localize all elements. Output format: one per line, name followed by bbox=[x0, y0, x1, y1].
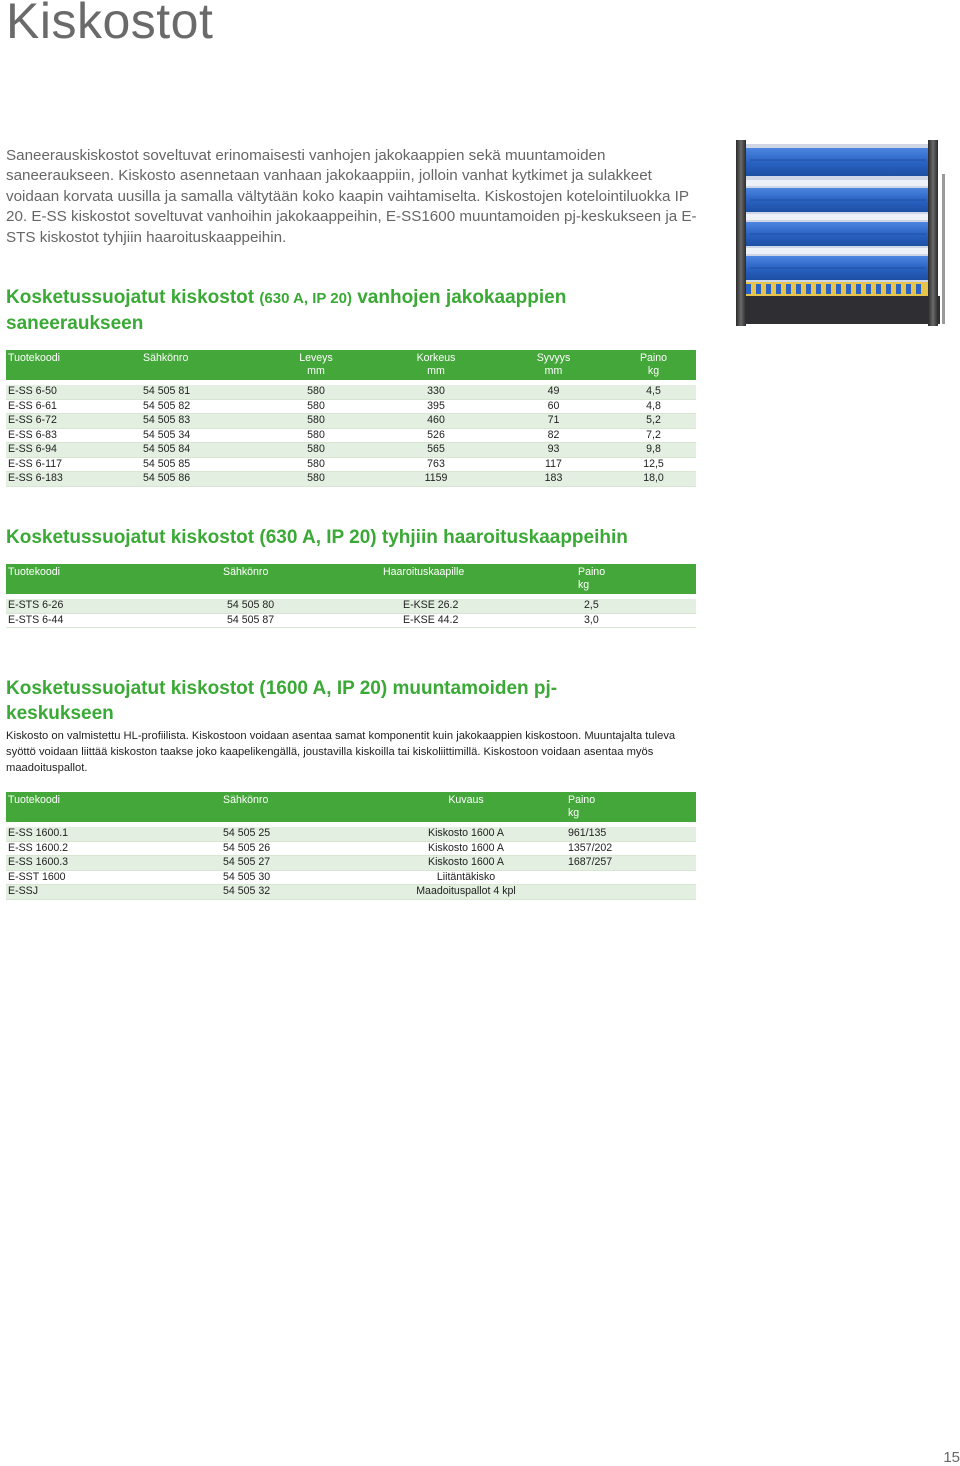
table-cell: E-SS 6-50 bbox=[6, 385, 141, 399]
table-cell: 18,0 bbox=[611, 472, 696, 487]
col-header-leveys: Leveys mm bbox=[256, 350, 376, 380]
section1-title: Kosketussuojatut kiskostot (630 A, IP 20) vanhojen jakokaappien saneeraukseen bbox=[6, 287, 567, 334]
table-cell: 4,8 bbox=[611, 399, 696, 414]
table-cell: E-KSE 26.2 bbox=[381, 599, 576, 613]
table-cell: Kiskosto 1600 A bbox=[366, 841, 566, 856]
table-cell: 54 505 84 bbox=[141, 443, 256, 458]
col-header-sahkonro: Sähkönro bbox=[221, 792, 366, 822]
table-row bbox=[6, 399, 696, 414]
table-cell: 580 bbox=[256, 472, 376, 487]
col-header-kuvaus: Kuvaus bbox=[366, 792, 566, 822]
table-cell: 580 bbox=[256, 399, 376, 414]
section3-description: Kiskosto on valmistettu HL-profiilista. Kiskostoon voidaan asentaa samat komponentit kuin jakokaappien kiskostoon. Muuntajalta tuleva syöttö voidaan liittää kiskoston taakse joko kaapelikengällä, joustavilla kiskoilla tai kiskoliittimillä. Kiskostoon voidaan asentaa myös maadoituspallot. bbox=[6, 730, 676, 774]
table-cell: 1159 bbox=[376, 472, 496, 487]
table-header-row bbox=[6, 792, 696, 822]
table-row bbox=[6, 613, 696, 628]
table-row bbox=[6, 827, 696, 841]
table-cell: 9,8 bbox=[611, 443, 696, 458]
table-cell: 54 505 30 bbox=[221, 870, 366, 885]
section2-title: Kosketussuojatut kiskostot (630 A, IP 20) tyhjiin haaroituskaappeihin bbox=[6, 527, 628, 548]
col-header-paino: Paino kg bbox=[611, 350, 696, 380]
table-cell: 565 bbox=[376, 443, 496, 458]
table-cell: Kiskosto 1600 A bbox=[366, 827, 566, 841]
page-title: Kiskostot bbox=[6, 0, 214, 49]
table-cell: 961/135 bbox=[566, 827, 696, 841]
table-cell: 54 505 26 bbox=[221, 841, 366, 856]
table-cell: 1687/257 bbox=[566, 856, 696, 871]
table-row bbox=[6, 457, 696, 472]
table-cell: E-SS 1600.1 bbox=[6, 827, 221, 841]
table-cell: Liitäntäkisko bbox=[366, 870, 566, 885]
table-cell: 1357/202 bbox=[566, 841, 696, 856]
table-cell: 60 bbox=[496, 399, 611, 414]
table-cell: 54 505 34 bbox=[141, 428, 256, 443]
table-cell: E-SS 6-183 bbox=[6, 472, 141, 487]
col-header-paino: Paino kg bbox=[576, 564, 696, 594]
col-header-syvyys: Syvyys mm bbox=[496, 350, 611, 380]
table-cell: 763 bbox=[376, 457, 496, 472]
table-cell: E-SS 1600.3 bbox=[6, 856, 221, 871]
table-cell: 580 bbox=[256, 443, 376, 458]
table-row bbox=[6, 885, 696, 900]
table-cell: E-SS 6-61 bbox=[6, 399, 141, 414]
table-630a-branch-cabinets bbox=[6, 564, 696, 628]
table-row bbox=[6, 599, 696, 613]
table-cell: 460 bbox=[376, 414, 496, 429]
table-cell: 54 505 32 bbox=[221, 885, 366, 900]
table-cell: E-STS 6-26 bbox=[6, 599, 221, 613]
page-number: 15 bbox=[943, 1449, 960, 1466]
table-row bbox=[6, 443, 696, 458]
col-header-sahkonro: Sähkönro bbox=[141, 350, 256, 380]
table-cell: 82 bbox=[496, 428, 611, 443]
intro-paragraph: Saneerauskiskostot soveltuvat erinomaisesti vanhojen jakokaappien sekä muuntamoiden saneeraukseen. Kiskosto asennetaan vanhaan jakokaappiin, jolloin vanhat kytkimet ja sulakkeet voidaan korvata uusilla ja samalla vältytään koko kaapin vaihtamiselta. Kiskostojen kotelointiluokka IP 20. E-SS kiskostot soveltuvat vanhoihin jakokaappeihin, E-SS1600 muuntamoiden pj-keskukseen ja E-STS kiskostot tyhjiin haaroituskaappeihin. bbox=[6, 147, 697, 246]
table-cell: 330 bbox=[376, 385, 496, 399]
table-cell bbox=[566, 885, 696, 900]
table-cell: E-SS 6-83 bbox=[6, 428, 141, 443]
table-row bbox=[6, 870, 696, 885]
table-cell: 183 bbox=[496, 472, 611, 487]
col-header-tuotekoodi: Tuotekoodi bbox=[6, 792, 221, 822]
col-header-paino: Paino kg bbox=[566, 792, 696, 822]
table-cell: 117 bbox=[496, 457, 611, 472]
table-cell: E-SST 1600 bbox=[6, 870, 221, 885]
table-row bbox=[6, 385, 696, 399]
table-cell: E-SS 6-72 bbox=[6, 414, 141, 429]
col-header-tuotekoodi: Tuotekoodi bbox=[6, 564, 221, 594]
table-cell: 54 505 81 bbox=[141, 385, 256, 399]
table-cell: 54 505 27 bbox=[221, 856, 366, 871]
table-cell: 580 bbox=[256, 428, 376, 443]
table-header-row bbox=[6, 564, 696, 594]
table-cell: E-SSJ bbox=[6, 885, 221, 900]
col-header-korkeus: Korkeus mm bbox=[376, 350, 496, 380]
table-cell: 54 505 86 bbox=[141, 472, 256, 487]
table-cell: 54 505 25 bbox=[221, 827, 366, 841]
table-cell: 4,5 bbox=[611, 385, 696, 399]
col-header-tuotekoodi: Tuotekoodi bbox=[6, 350, 141, 380]
table-cell: 93 bbox=[496, 443, 611, 458]
table-630a-renovation bbox=[6, 350, 696, 487]
table-cell: 526 bbox=[376, 428, 496, 443]
table-cell: E-SS 6-94 bbox=[6, 443, 141, 458]
table-cell: 2,5 bbox=[576, 599, 696, 613]
busbar-product-image bbox=[710, 114, 960, 330]
table-cell: 580 bbox=[256, 414, 376, 429]
table-cell: E-KSE 44.2 bbox=[381, 613, 576, 628]
table-row bbox=[6, 472, 696, 487]
table-1600a-substation bbox=[6, 792, 696, 900]
col-header-haaroituskaapille: Haaroituskaapille bbox=[381, 564, 576, 594]
table-header-row bbox=[6, 350, 696, 380]
table-cell bbox=[566, 870, 696, 885]
table-cell: 54 505 87 bbox=[221, 613, 381, 628]
table-cell: 395 bbox=[376, 399, 496, 414]
table-cell: E-SS 6-117 bbox=[6, 457, 141, 472]
table-cell: 54 505 83 bbox=[141, 414, 256, 429]
table-row bbox=[6, 856, 696, 871]
busbar-rails bbox=[744, 148, 930, 280]
table-row bbox=[6, 841, 696, 856]
table-row bbox=[6, 414, 696, 429]
table-cell: Kiskosto 1600 A bbox=[366, 856, 566, 871]
table-cell: E-SS 1600.2 bbox=[6, 841, 221, 856]
table-cell: 12,5 bbox=[611, 457, 696, 472]
table-cell: 49 bbox=[496, 385, 611, 399]
table-cell: 3,0 bbox=[576, 613, 696, 628]
section3-title: Kosketussuojatut kiskostot (1600 A, IP 20) muuntamoiden pj-keskukseen bbox=[6, 678, 558, 724]
table-cell: 54 505 80 bbox=[221, 599, 381, 613]
col-header-sahkonro: Sähkönro bbox=[221, 564, 381, 594]
table-row bbox=[6, 428, 696, 443]
table-cell: E-STS 6-44 bbox=[6, 613, 221, 628]
table-cell: 7,2 bbox=[611, 428, 696, 443]
table-cell: 580 bbox=[256, 457, 376, 472]
table-cell: 580 bbox=[256, 385, 376, 399]
table-cell: 5,2 bbox=[611, 414, 696, 429]
table-cell: 54 505 82 bbox=[141, 399, 256, 414]
table-cell: 71 bbox=[496, 414, 611, 429]
table-cell: Maadoituspallot 4 kpl bbox=[366, 885, 566, 900]
table-cell: 54 505 85 bbox=[141, 457, 256, 472]
